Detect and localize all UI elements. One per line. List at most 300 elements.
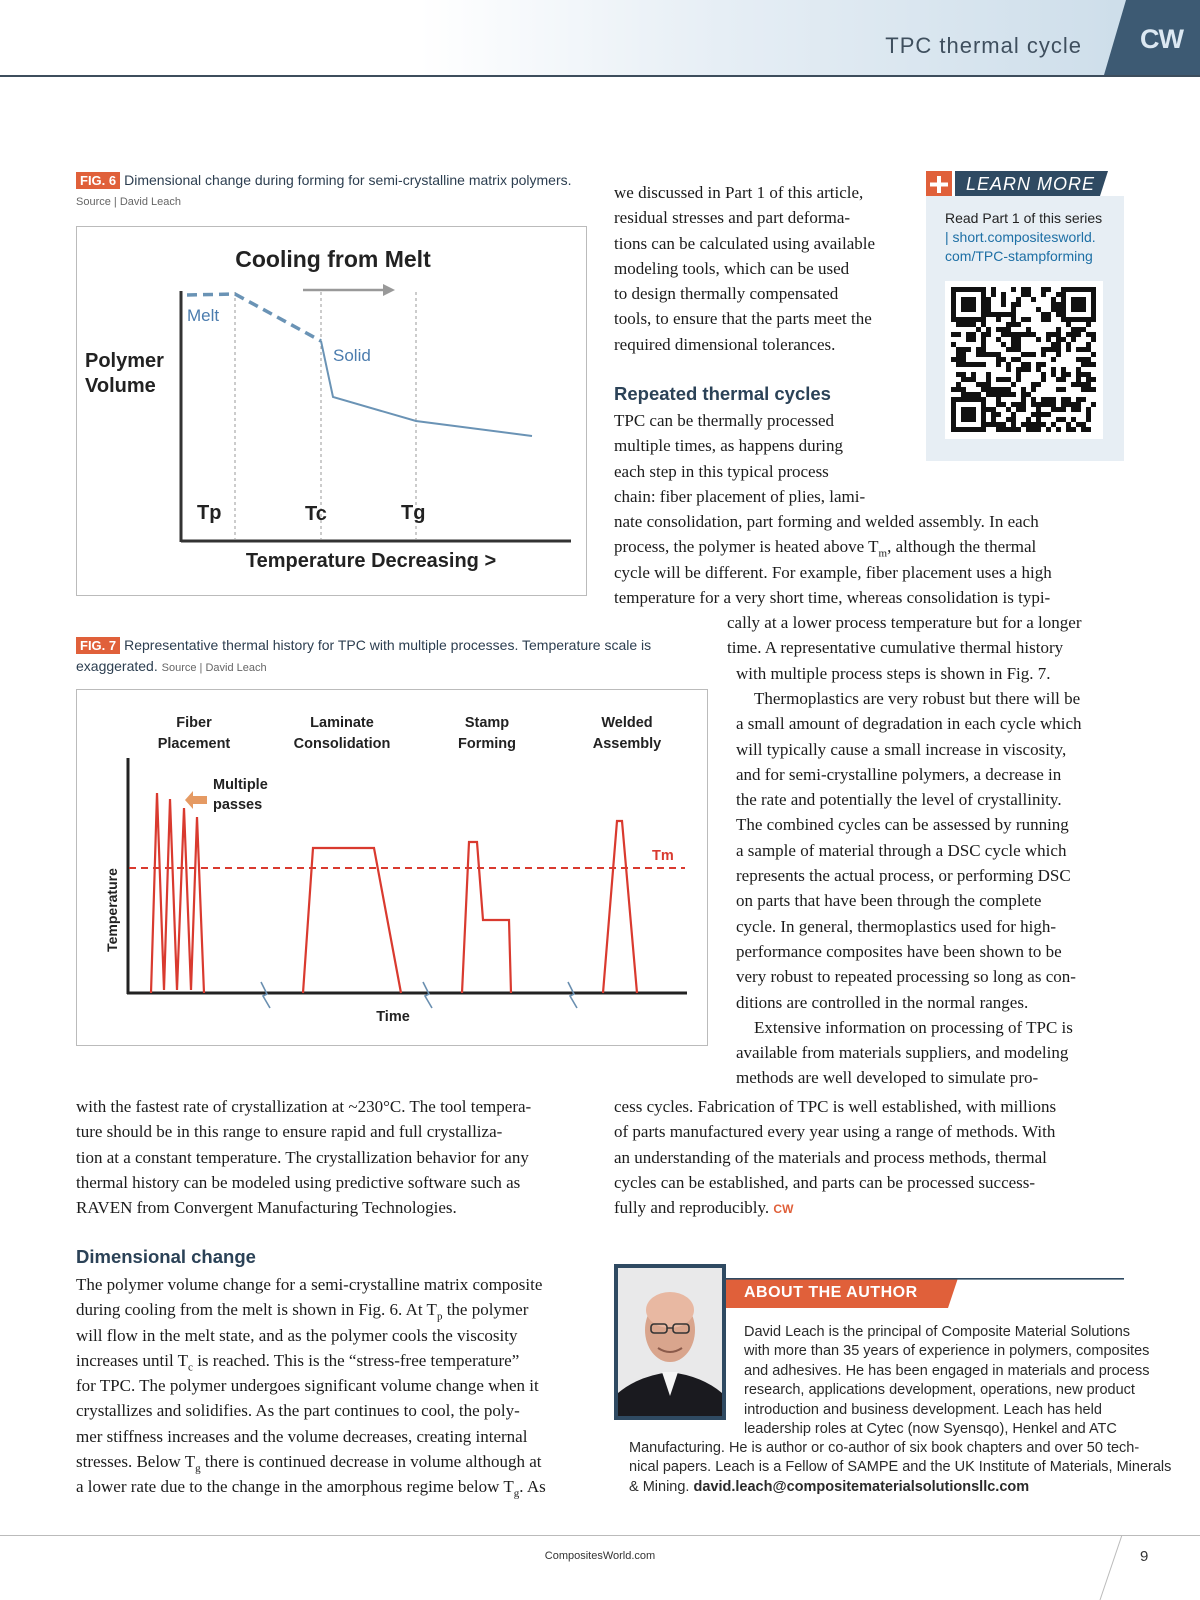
right-p2-line: [614, 534, 1052, 559]
fig7-caption-text: Representative thermal history for TPC with multiple processes. Temperature scale is: [124, 637, 652, 653]
qr-module: [1036, 382, 1041, 387]
qr-module: [956, 287, 961, 292]
qr-module: [1086, 427, 1091, 432]
qr-module: [966, 297, 971, 302]
fig7-chart: [76, 689, 708, 1046]
qr-module: [1076, 382, 1081, 387]
qr-module: [961, 302, 966, 307]
fig7-annot-1: Multiple: [213, 777, 268, 793]
qr-module: [1081, 347, 1086, 352]
right-para-4b: [614, 1094, 1056, 1220]
right-p3-line: ditions are controlled in the normal ranges.: [736, 992, 1029, 1012]
author-photo-frame: [614, 1264, 726, 1420]
qr-module: [1076, 297, 1081, 302]
qr-module: [1061, 417, 1066, 422]
learn-line-1: Read Part 1 of this series: [945, 210, 1103, 226]
qr-module: [956, 347, 961, 352]
qr-module: [1056, 327, 1061, 332]
right-p4-line: [614, 1195, 1056, 1220]
qr-module: [966, 332, 971, 337]
qr-module: [1051, 407, 1056, 412]
qr-module: [1016, 367, 1021, 372]
qr-module: [1036, 422, 1041, 427]
subscript: m: [878, 547, 888, 560]
right-p3-line: and for semi-crystalline polymers, a decrease in: [736, 764, 1062, 784]
qr-module: [961, 352, 966, 357]
fig6-solid-label: Solid: [333, 346, 371, 365]
text-span: there is continued decrease in volume although at: [200, 1452, 542, 1472]
qr-module: [1016, 337, 1021, 342]
qr-module: [996, 362, 1001, 367]
qr-module: [1001, 342, 1006, 347]
qr-module: [1006, 427, 1011, 432]
qr-module: [1006, 392, 1011, 397]
qr-module: [961, 317, 966, 322]
qr-module: [1031, 332, 1036, 337]
qr-module: [1001, 297, 1006, 302]
qr-module: [1076, 367, 1081, 372]
qr-module: [1031, 412, 1036, 417]
right-p3-line: performance composites have been shown to be: [736, 941, 1062, 961]
qr-module: [1066, 402, 1071, 407]
qr-module: [1076, 397, 1081, 402]
author-bio-full: [629, 1439, 1171, 1497]
qr-module: [981, 302, 986, 307]
qr-module: [1001, 427, 1006, 432]
qr-module: [991, 312, 996, 317]
qr-module: [1041, 372, 1046, 377]
qr-module: [1016, 342, 1021, 347]
qr-module: [1006, 417, 1011, 422]
fig7-welded-assembly: [603, 821, 637, 993]
qr-module: [1071, 302, 1076, 307]
qr-module: [981, 402, 986, 407]
qr-module: [1011, 312, 1016, 317]
qr-module: [986, 297, 991, 302]
qr-module: [1081, 427, 1086, 432]
qr-module: [1006, 407, 1011, 412]
right-p2-line: TPC can be thermally processed: [614, 411, 834, 430]
qr-module: [981, 417, 986, 422]
text-span: during cooling from the melt is shown in Fig. 6. At T: [76, 1300, 437, 1320]
qr-module: [1061, 317, 1066, 322]
qr-module: [1056, 427, 1061, 432]
qr-module: [961, 297, 966, 302]
qr-module: [966, 322, 971, 327]
qr-module: [951, 297, 956, 302]
qr-module: [1086, 382, 1091, 387]
author-line: research, applications development, operations, new product: [744, 1382, 1135, 1399]
qr-module: [951, 292, 956, 297]
qr-module: [1046, 312, 1051, 317]
qr-module: [1016, 322, 1021, 327]
qr-module: [1001, 402, 1006, 407]
qr-module: [1051, 372, 1056, 377]
learn-more-text: [945, 209, 1102, 266]
left-p2-line: for TPC. The polymer undergoes significant volume change when it: [76, 1376, 539, 1396]
left-p2-line: [76, 1449, 546, 1474]
qr-module: [1051, 357, 1056, 362]
qr-module: [1066, 322, 1071, 327]
qr-module: [1066, 342, 1071, 347]
qr-module: [1036, 362, 1041, 367]
heading-dimensional-change: Dimensional change: [76, 1246, 256, 1267]
qr-module: [996, 352, 1001, 357]
qr-module: [1056, 292, 1061, 297]
qr-module: [1021, 362, 1026, 367]
qr-module: [981, 317, 986, 322]
qr-module: [1091, 377, 1096, 382]
header-title: TPC thermal cycle: [885, 33, 1082, 58]
qr-module: [956, 372, 961, 377]
qr-module: [1011, 307, 1016, 312]
right-p2-line: cycle will be different. For example, fiber placement uses a high: [614, 562, 1052, 582]
qr-module: [1051, 347, 1056, 352]
qr-module: [991, 292, 996, 297]
qr-module: [951, 412, 956, 417]
qr-module: [1051, 297, 1056, 302]
qr-module: [991, 422, 996, 427]
qr-module: [981, 297, 986, 302]
left-p2-line: crystallizes and solidifies. As the part continues to cool, the poly-: [76, 1401, 520, 1421]
qr-module: [1026, 352, 1031, 357]
qr-module: [1066, 347, 1071, 352]
qr-module: [1051, 332, 1056, 337]
fig7-tm-label: Tm: [652, 848, 674, 864]
right-p1-line: tools, to ensure that the parts meet the: [614, 309, 872, 329]
qr-module: [986, 352, 991, 357]
qr-module: [966, 337, 971, 342]
qr-module: [1006, 367, 1011, 372]
qr-module: [991, 287, 996, 292]
qr-module: [1046, 347, 1051, 352]
qr-module: [991, 392, 996, 397]
qr-module: [1086, 287, 1091, 292]
qr-module: [1091, 292, 1096, 297]
qr-module: [1071, 327, 1076, 332]
heading-repeated-thermal-cycles: Repeated thermal cycles: [614, 383, 831, 404]
qr-module: [956, 352, 961, 357]
qr-module: [1066, 317, 1071, 322]
qr-module: [1091, 337, 1096, 342]
qr-module: [1011, 317, 1016, 322]
right-p4-line: cess cycles. Fabrication of TPC is well established, with millions: [614, 1097, 1057, 1116]
qr-module: [981, 292, 986, 297]
qr-module: [981, 342, 986, 347]
qr-module: [1011, 322, 1016, 327]
qr-module: [951, 317, 956, 322]
author-photo: [618, 1268, 722, 1416]
qr-module: [961, 357, 966, 362]
qr-code[interactable]: [945, 281, 1103, 439]
qr-module: [961, 322, 966, 327]
qr-module: [1041, 377, 1046, 382]
qr-module: [1036, 427, 1041, 432]
qr-module: [1036, 407, 1041, 412]
qr-module: [1006, 377, 1011, 382]
qr-module: [1061, 312, 1066, 317]
right-para-1: [614, 180, 875, 357]
qr-module: [1056, 307, 1061, 312]
qr-module: [1016, 302, 1021, 307]
qr-module: [1006, 347, 1011, 352]
qr-module: [996, 357, 1001, 362]
qr-module: [1081, 302, 1086, 307]
qr-module: [966, 397, 971, 402]
qr-module: [1081, 387, 1086, 392]
qr-module: [966, 417, 971, 422]
qr-module: [1041, 352, 1046, 357]
qr-module: [1076, 307, 1081, 312]
qr-module: [1086, 387, 1091, 392]
qr-module: [1051, 302, 1056, 307]
qr-module: [971, 322, 976, 327]
qr-module: [1026, 427, 1031, 432]
qr-module: [961, 407, 966, 412]
qr-module: [961, 307, 966, 312]
right-p2-line: each step in this typical process: [614, 461, 829, 481]
qr-module: [1011, 337, 1016, 342]
qr-module: [1006, 387, 1011, 392]
author-email[interactable]: david.leach@compositematerialsolutionsllc.com: [693, 1478, 1030, 1495]
qr-module: [1016, 332, 1021, 337]
qr-module: [1011, 342, 1016, 347]
qr-module: [1046, 287, 1051, 292]
qr-module: [976, 382, 981, 387]
qr-module: [1081, 317, 1086, 322]
qr-module: [1011, 302, 1016, 307]
qr-module: [1016, 347, 1021, 352]
qr-module: [971, 337, 976, 342]
qr-module: [966, 392, 971, 397]
qr-module: [981, 407, 986, 412]
qr-module: [1016, 372, 1021, 377]
qr-module: [976, 352, 981, 357]
qr-module: [1086, 417, 1091, 422]
qr-module: [976, 317, 981, 322]
qr-module: [1021, 292, 1026, 297]
text-span: increases until T: [76, 1350, 189, 1370]
qr-module: [951, 307, 956, 312]
qr-module: [1036, 412, 1041, 417]
fig7-caption: [76, 635, 676, 679]
qr-module: [1056, 377, 1061, 382]
qr-module: [1081, 327, 1086, 332]
qr-module: [981, 287, 986, 292]
qr-module: [1091, 387, 1096, 392]
qr-module: [1051, 342, 1056, 347]
qr-module: [1041, 287, 1046, 292]
qr-module: [1066, 427, 1071, 432]
qr-module: [996, 392, 1001, 397]
fig6-caption: [76, 170, 572, 191]
qr-module: [1076, 317, 1081, 322]
qr-module: [1076, 372, 1081, 377]
fig7-annot-2: passes: [213, 797, 263, 813]
qr-module: [981, 312, 986, 317]
right-p4-line: cycles can be established, and parts can be processed success-: [614, 1172, 1036, 1192]
qr-module: [1016, 357, 1021, 362]
fig6-melt-label: Melt: [187, 306, 220, 325]
qr-module: [1051, 367, 1056, 372]
right-p3-line: very robust to repeated processing so long as con-: [736, 967, 1076, 987]
qr-module: [1001, 377, 1006, 382]
qr-module: [986, 372, 991, 377]
qr-module: [1056, 407, 1061, 412]
qr-module: [1006, 327, 1011, 332]
page-number: 9: [1140, 1548, 1149, 1565]
qr-module: [1081, 382, 1086, 387]
qr-module: [981, 412, 986, 417]
qr-module: [966, 427, 971, 432]
author-bio-short: [744, 1323, 1149, 1439]
qr-module: [1026, 392, 1031, 397]
qr-module: [991, 417, 996, 422]
qr-module: [1031, 297, 1036, 302]
qr-module: [1016, 297, 1021, 302]
qr-module: [1081, 307, 1086, 312]
right-p3-line: a sample of material through a DSC cycle which: [736, 840, 1067, 860]
qr-module: [971, 407, 976, 412]
qr-module: [1031, 387, 1036, 392]
subscript: g: [513, 1487, 520, 1500]
qr-module: [1011, 427, 1016, 432]
qr-module: [1021, 287, 1026, 292]
right-p1-line: we discussed in Part 1 of this article,: [614, 183, 864, 202]
qr-module: [1076, 287, 1081, 292]
right-para-2d: [727, 610, 1082, 661]
fig7-annot-arrow: [185, 791, 207, 809]
qr-module: [1021, 332, 1026, 337]
right-p2-line: time. A representative cumulative thermal history: [727, 638, 1064, 658]
qr-module: [971, 307, 976, 312]
learn-link-2[interactable]: com/TPC-stampforming: [945, 248, 1093, 264]
qr-module: [1026, 287, 1031, 292]
qr-module: [966, 317, 971, 322]
fig6-chart: [76, 226, 587, 596]
qr-module: [961, 372, 966, 377]
fig7-stage-2-a: Laminate: [310, 715, 374, 731]
qr-module: [1091, 297, 1096, 302]
qr-module: [1011, 402, 1016, 407]
qr-module: [1006, 312, 1011, 317]
qr-module: [1011, 382, 1016, 387]
qr-module: [1001, 292, 1006, 297]
qr-module: [1076, 347, 1081, 352]
qr-code-icon: [945, 281, 1103, 439]
qr-module: [1076, 327, 1081, 332]
qr-module: [1021, 402, 1026, 407]
qr-module: [1036, 417, 1041, 422]
qr-module: [986, 307, 991, 312]
fig7-stage-3-b: Forming: [458, 736, 516, 752]
right-p2-line: nate consolidation, part forming and welded assembly. In each: [614, 512, 1039, 532]
qr-module: [986, 332, 991, 337]
qr-module: [1001, 357, 1006, 362]
qr-module: [1011, 357, 1016, 362]
fig7-break-icon-1: [261, 982, 270, 1008]
qr-module: [1081, 357, 1086, 362]
learn-link-1[interactable]: | short.compositesworld.: [945, 229, 1096, 245]
qr-module: [971, 332, 976, 337]
qr-module: [1036, 307, 1041, 312]
qr-module: [951, 357, 956, 362]
qr-module: [956, 427, 961, 432]
right-p3-line: represents the actual process, or performing DSC: [736, 866, 1071, 886]
qr-module: [1086, 347, 1091, 352]
qr-module: [1001, 302, 1006, 307]
qr-module: [1076, 407, 1081, 412]
fig7-stage-2-b: Consolidation: [293, 736, 391, 752]
qr-module: [966, 362, 971, 367]
right-p4-line: an understanding of the materials and process methods, thermal: [614, 1147, 1047, 1167]
qr-module: [996, 317, 1001, 322]
qr-module: [966, 347, 971, 352]
fig7-break-icon-3: [568, 982, 577, 1008]
qr-module: [971, 427, 976, 432]
qr-module: [956, 387, 961, 392]
qr-module: [1071, 382, 1076, 387]
qr-module: [986, 312, 991, 317]
qr-module: [981, 307, 986, 312]
right-p3-line: on parts that have been through the complete: [736, 891, 1042, 911]
qr-module: [1026, 422, 1031, 427]
qr-module: [1046, 337, 1051, 342]
qr-module: [961, 362, 966, 367]
qr-module: [1086, 357, 1091, 362]
qr-module: [1021, 407, 1026, 412]
qr-module: [1081, 372, 1086, 377]
qr-module: [1016, 427, 1021, 432]
qr-module: [1086, 322, 1091, 327]
qr-module: [981, 352, 986, 357]
right-p3-line: will typically cause a small increase in viscosity,: [736, 739, 1067, 759]
qr-module: [996, 427, 1001, 432]
subscript: c: [188, 1361, 193, 1374]
qr-module: [1091, 332, 1096, 337]
right-p2-line: chain: fiber placement of plies, lami-: [614, 486, 866, 506]
qr-module: [1071, 317, 1076, 322]
qr-module: [1091, 317, 1096, 322]
qr-module: [951, 417, 956, 422]
qr-module: [986, 327, 991, 332]
fig7-stamp-forming: [462, 842, 511, 993]
fig7-xlabel: Time: [376, 1009, 410, 1025]
qr-module: [1066, 422, 1071, 427]
qr-module: [951, 427, 956, 432]
qr-module: [1071, 297, 1076, 302]
footer-url[interactable]: CompositesWorld.com: [544, 1550, 656, 1562]
right-para-3: [736, 686, 1082, 1091]
qr-module: [1001, 422, 1006, 427]
qr-module: [1011, 332, 1016, 337]
qr-module: [991, 387, 996, 392]
qr-module: [1086, 407, 1091, 412]
right-p1-line: residual stresses and part deforma-: [614, 208, 851, 228]
qr-module: [1006, 332, 1011, 337]
qr-module: [1071, 307, 1076, 312]
qr-module: [1061, 292, 1066, 297]
qr-module: [1021, 352, 1026, 357]
qr-module: [1041, 292, 1046, 297]
qr-module: [1031, 402, 1036, 407]
learn-more-box: [926, 196, 1124, 461]
qr-module: [1061, 407, 1066, 412]
qr-module: [1061, 377, 1066, 382]
qr-module: [996, 397, 1001, 402]
qr-module: [1056, 302, 1061, 307]
qr-module: [976, 347, 981, 352]
